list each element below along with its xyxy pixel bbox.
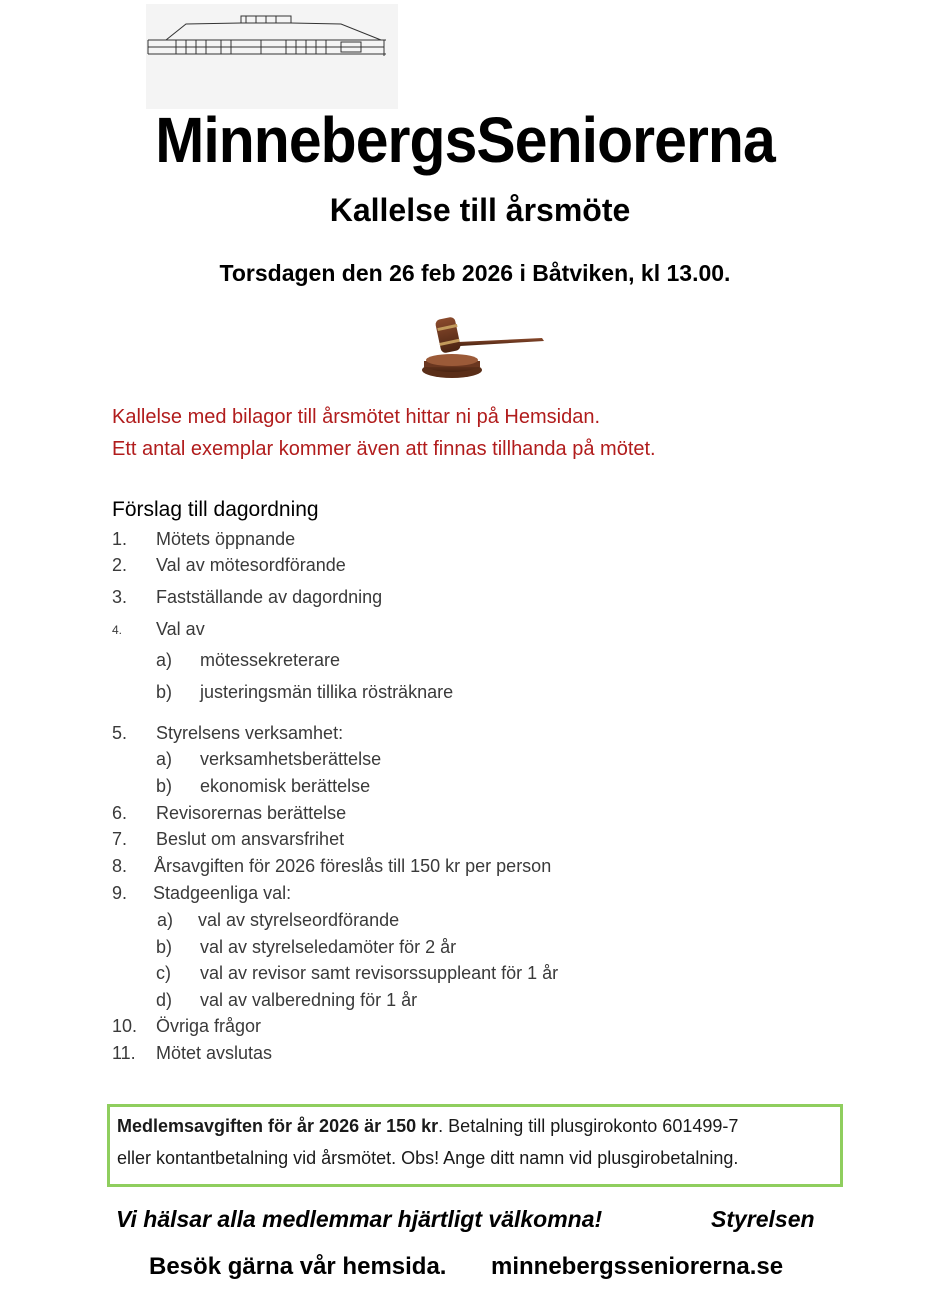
agenda-number: 9. bbox=[112, 883, 128, 903]
agenda-number: 6. bbox=[112, 803, 128, 823]
agenda-subitem: mötessekreterare bbox=[200, 650, 341, 670]
agenda-subitem-letter: d) bbox=[156, 990, 173, 1010]
agenda-item: Val av bbox=[156, 619, 205, 639]
agenda-subitem-letter: b) bbox=[156, 776, 173, 796]
building-drawing-icon bbox=[146, 4, 398, 109]
fee-amount-bold: Medlemsavgiften för år 2026 är 150 kr bbox=[117, 1116, 439, 1136]
notice-line-2: Ett antal exemplar kommer även att finnas tillhanda på mötet. bbox=[112, 438, 656, 460]
signature: Styrelsen bbox=[711, 1206, 815, 1232]
agenda-number: 1. bbox=[112, 529, 128, 549]
agenda-subitem-letter: a) bbox=[156, 650, 173, 670]
agenda-number: 10. bbox=[112, 1016, 138, 1036]
website-link[interactable]: minnebergsseniorerna.se bbox=[491, 1253, 784, 1280]
agenda-item: Stadgeenliga val: bbox=[153, 883, 292, 903]
agenda-subitem: val av revisor samt revisorssuppleant för 1 år bbox=[200, 963, 559, 983]
agenda-item: Styrelsens verksamhet: bbox=[156, 723, 344, 743]
fee-line-2: eller kontantbetalning vid årsmötet. Obs! Ange ditt namn vid plusgirobetalning. bbox=[117, 1148, 739, 1168]
agenda-subitem: justeringsmän tillika rösträknare bbox=[200, 682, 454, 702]
notice-line-1: Kallelse med bilagor till årsmötet hittar ni på Hemsidan. bbox=[112, 406, 600, 428]
agenda-item: Årsavgiften för 2026 föreslås till 150 kr per person bbox=[154, 856, 552, 876]
agenda-item: Beslut om ansvarsfrihet bbox=[156, 829, 345, 849]
fee-payment-text: . Betalning till plusgirokonto 601499-7 bbox=[438, 1116, 739, 1136]
agenda-subitem-letter: b) bbox=[156, 937, 173, 957]
agenda-heading: Förslag till dagordning bbox=[112, 498, 319, 521]
agenda-subitem: ekonomisk berättelse bbox=[200, 776, 371, 796]
agenda-item: Mötet avslutas bbox=[156, 1043, 273, 1063]
agenda-number: 7. bbox=[112, 829, 128, 849]
agenda-item: Revisorernas berättelse bbox=[156, 803, 347, 823]
page-title: MinnebergsSeniorerna bbox=[155, 104, 775, 176]
agenda-number: 8. bbox=[112, 856, 128, 876]
agenda-item: Övriga frågor bbox=[156, 1016, 262, 1036]
gavel-icon bbox=[414, 312, 548, 384]
agenda-item: Val av mötesordförande bbox=[156, 555, 346, 575]
agenda-subitem: val av valberedning för 1 år bbox=[200, 990, 418, 1010]
agenda-number: 5. bbox=[112, 723, 128, 743]
agenda-subitem-letter: c) bbox=[156, 963, 171, 983]
agenda-number: 3. bbox=[112, 587, 128, 607]
agenda-subitem: val av styrelseordförande bbox=[198, 910, 400, 930]
meeting-date: Torsdagen den 26 feb 2026 i Båtviken, kl 13.00. bbox=[219, 260, 731, 286]
agenda-item: Mötets öppnande bbox=[156, 529, 296, 549]
agenda-subitem-letter: a) bbox=[157, 910, 174, 930]
welcome-message: Vi hälsar alla medlemmar hjärtligt välkomna! bbox=[116, 1206, 603, 1232]
agenda-subitem-letter: b) bbox=[156, 682, 173, 702]
agenda-number: 4. bbox=[112, 623, 123, 637]
visit-text: Besök gärna vår hemsida. bbox=[149, 1253, 447, 1280]
agenda-number: 11. bbox=[112, 1043, 136, 1063]
page-subtitle: Kallelse till årsmöte bbox=[329, 192, 631, 228]
agenda-item: Fastställande av dagordning bbox=[156, 587, 383, 607]
agenda-subitem: verksamhetsberättelse bbox=[200, 749, 382, 769]
fee-line-1 bbox=[117, 1116, 738, 1137]
agenda-subitem: val av styrelseledamöter för 2 år bbox=[200, 937, 457, 957]
agenda-subitem-letter: a) bbox=[156, 749, 173, 769]
membership-fee-box bbox=[107, 1104, 843, 1187]
agenda-number: 2. bbox=[112, 555, 128, 575]
